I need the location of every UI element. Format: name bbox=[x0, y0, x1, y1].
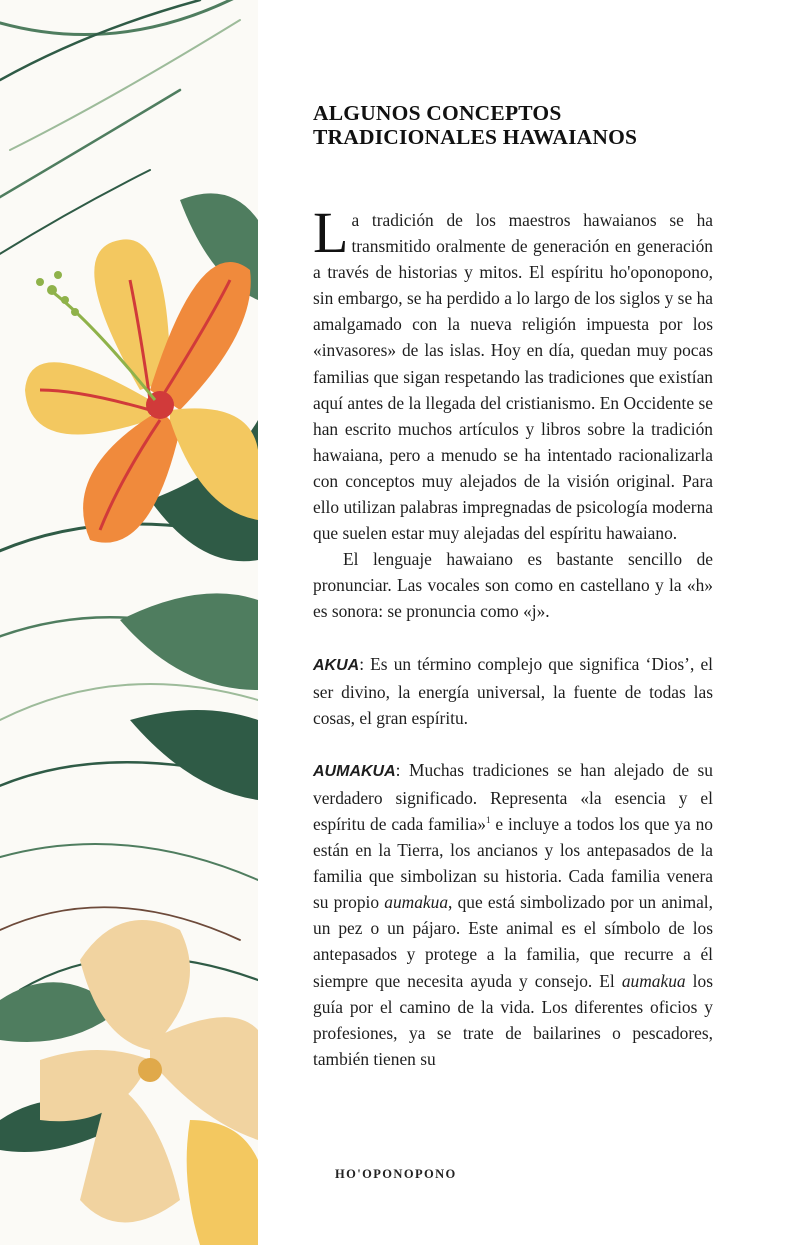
body-text bbox=[313, 200, 713, 1072]
title-line-1: ALGUNOS CONCEPTOS bbox=[313, 101, 562, 125]
aumakua-word-2: aumakua bbox=[621, 970, 686, 991]
chapter-title bbox=[313, 101, 713, 149]
aumakua-definition-1: : Muchas tradiciones se han alejado de su verdadero significado. Representa «la esencia y el espíritu de cada familia» bbox=[313, 759, 713, 834]
intro-paragraph bbox=[313, 200, 713, 546]
pronunciation-paragraph: El lenguaje hawaiano es bastante sencillo de pronunciar. Las vocales son como en castellano y la «h» es sonora: se pronuncia como «j». bbox=[313, 549, 713, 622]
running-footer: HO'OPONOPONO bbox=[335, 1167, 457, 1181]
aumakua-definition-2: e incluye a todos los que ya no están en la Tierra, los ancianos y los antepasados de la familia que simbolizan su historia. Cada familia venera su propio bbox=[313, 813, 713, 913]
tropical-illustration bbox=[0, 0, 258, 1245]
akua-definition: : Es un término complejo que significa ‘Dios’, el ser divino, la energía universal, la fuente de todas las cosas, el gran espíritu. bbox=[313, 653, 713, 728]
aumakua-entry bbox=[313, 757, 713, 1072]
aumakua-term: AUMAKUA bbox=[313, 762, 396, 780]
footnote-marker: 1 bbox=[486, 815, 491, 826]
title-line-2: TRADICIONALES HAWAIANOS bbox=[313, 125, 638, 149]
intro-text: a tradición de los maestros hawaianos se ha transmitido oralmente de generación en generación a través de historias y mitos. El espíritu ho'oponopono, sin embargo, se ha perdido a lo largo de los siglos y se ha amalgamado con la nueva religión impuesta por los «invasores» de las islas. Hoy en día, quedan muy pocas familias que sigan respetando las tradiciones que existían aquí antes de la llegada del cristianismo. En Occidente se han escrito muchos artículos y libros sobre la tradición hawaiana, pero a menudo se ha intentado racionalizarla con conceptos muy alejados de la visión original. Para ello utilizan palabras impregnadas de psicología moderna que suelen estar muy alejadas del espíritu hawaiano. bbox=[313, 210, 713, 544]
akua-entry bbox=[313, 651, 713, 731]
aumakua-definition-4: los guía por el camino de la vida. Los diferentes oficios y profesiones, ya se trate de bailarines o pescadores, también tienen su bbox=[313, 970, 713, 1069]
drop-cap: L bbox=[313, 200, 349, 265]
book-page bbox=[313, 0, 713, 1245]
aumakua-word-1: aumakua bbox=[384, 892, 449, 913]
akua-term: AKUA bbox=[313, 656, 360, 674]
aumakua-definition-3: , que está simbolizado por un animal, un pez o un pájaro. Este animal es el símbolo de los antepasados y protege a la familia, que recurre a él siempre que necesita ayuda y consejo. El bbox=[313, 892, 713, 991]
